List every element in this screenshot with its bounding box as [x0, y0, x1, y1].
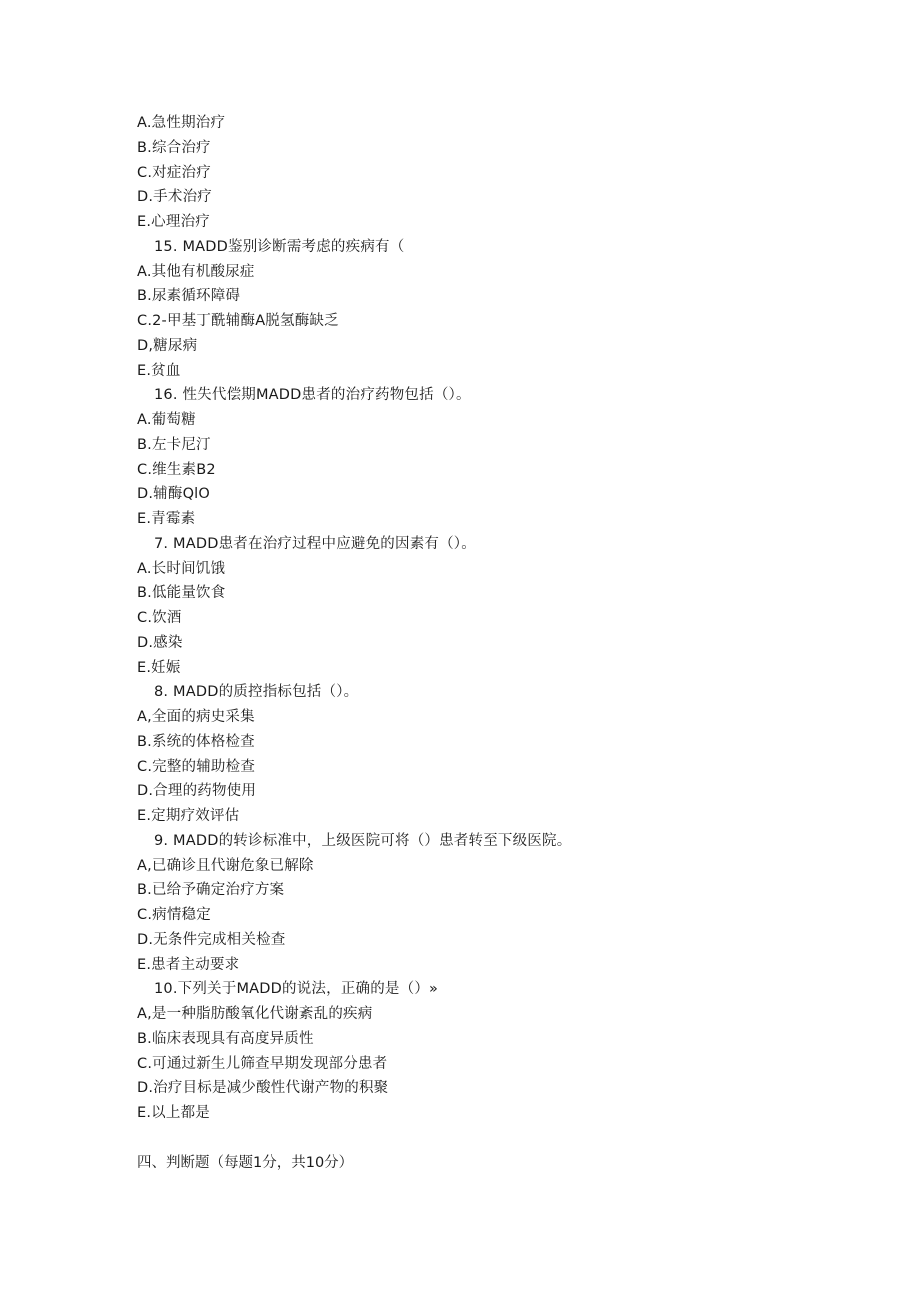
- answer-option: B.临床表现具有高度异质性: [137, 1030, 314, 1047]
- answer-option: A.葡萄糖: [137, 412, 196, 428]
- question-stem: 10.下列关于MADD的说法，正确的是（）»: [154, 981, 439, 998]
- answer-option: B.左卡尼汀: [137, 436, 211, 453]
- answer-option: D.治疗目标是减少酸性代谢产物的积聚: [137, 1080, 389, 1097]
- answer-option: E.定期疗效评估: [137, 808, 240, 824]
- question-stem: 15. MADD鉴别诊断需考虑的疾病有（: [154, 238, 405, 255]
- answer-option: A,已确诊且代谢危象已解除: [137, 857, 314, 874]
- question-list: [137, 111, 877, 1126]
- document-content: [137, 111, 877, 1176]
- section-heading: 四、判断题（每题1分，共10分）: [137, 1154, 354, 1171]
- answer-option: E.心理治疗: [137, 214, 210, 230]
- answer-option: C.病情稳定: [137, 907, 211, 923]
- answer-option: C.可通过新生儿筛查早期发现部分患者: [137, 1055, 388, 1072]
- answer-option: A,是一种脂肪酸氧化代谢紊乱的疾病: [137, 1006, 373, 1022]
- question-stem: 9. MADD的转诊标准中，上级医院可将（）患者转至下级医院。: [154, 832, 572, 849]
- answer-option: E.青霉素: [137, 511, 196, 527]
- answer-option: C.维生素B2: [137, 461, 216, 478]
- answer-option: C.饮酒: [137, 610, 182, 626]
- answer-option: D.感染: [137, 634, 183, 651]
- answer-option: A.长时间饥饿: [137, 560, 226, 577]
- answer-option: E.贫血: [137, 362, 181, 379]
- answer-option: A.其他有机酸尿症: [137, 263, 255, 280]
- answer-option: E.以上都是: [137, 1105, 210, 1121]
- answer-option: B.系统的体格检查: [137, 733, 255, 750]
- answer-option: C.对症治疗: [137, 164, 211, 181]
- answer-option: D.无条件完成相关检查: [137, 931, 286, 948]
- question-stem: 16. 性失代偿期MADD患者的治疗药物包括（）。: [154, 387, 471, 404]
- answer-option: C.2-甲基丁酰辅酶A脱氢酶缺乏: [137, 313, 339, 329]
- answer-option: A.急性期治疗: [137, 115, 226, 131]
- question-stem: 7. MADD患者在治疗过程中应避免的因素有（）。: [154, 535, 476, 552]
- answer-option: A,全面的病史采集: [137, 709, 255, 725]
- answer-option: B.综合治疗: [137, 139, 211, 156]
- answer-option: E.患者主动要求: [137, 956, 240, 973]
- answer-option: D,糖尿病: [137, 337, 198, 354]
- question-stem: 8. MADD的质控指标包括（）。: [154, 684, 359, 701]
- answer-option: B.已给予确定治疗方案: [137, 882, 285, 899]
- answer-option: E.妊娠: [137, 659, 181, 676]
- answer-option: D.手术治疗: [137, 189, 212, 206]
- answer-option: B.尿素循环障碍: [137, 288, 241, 305]
- answer-option: C.完整的辅助检查: [137, 758, 256, 775]
- answer-option: D.合理的药物使用: [137, 783, 257, 800]
- answer-option: D.辅酶QlO: [137, 486, 211, 503]
- answer-option: B.低能量饮食: [137, 585, 226, 602]
